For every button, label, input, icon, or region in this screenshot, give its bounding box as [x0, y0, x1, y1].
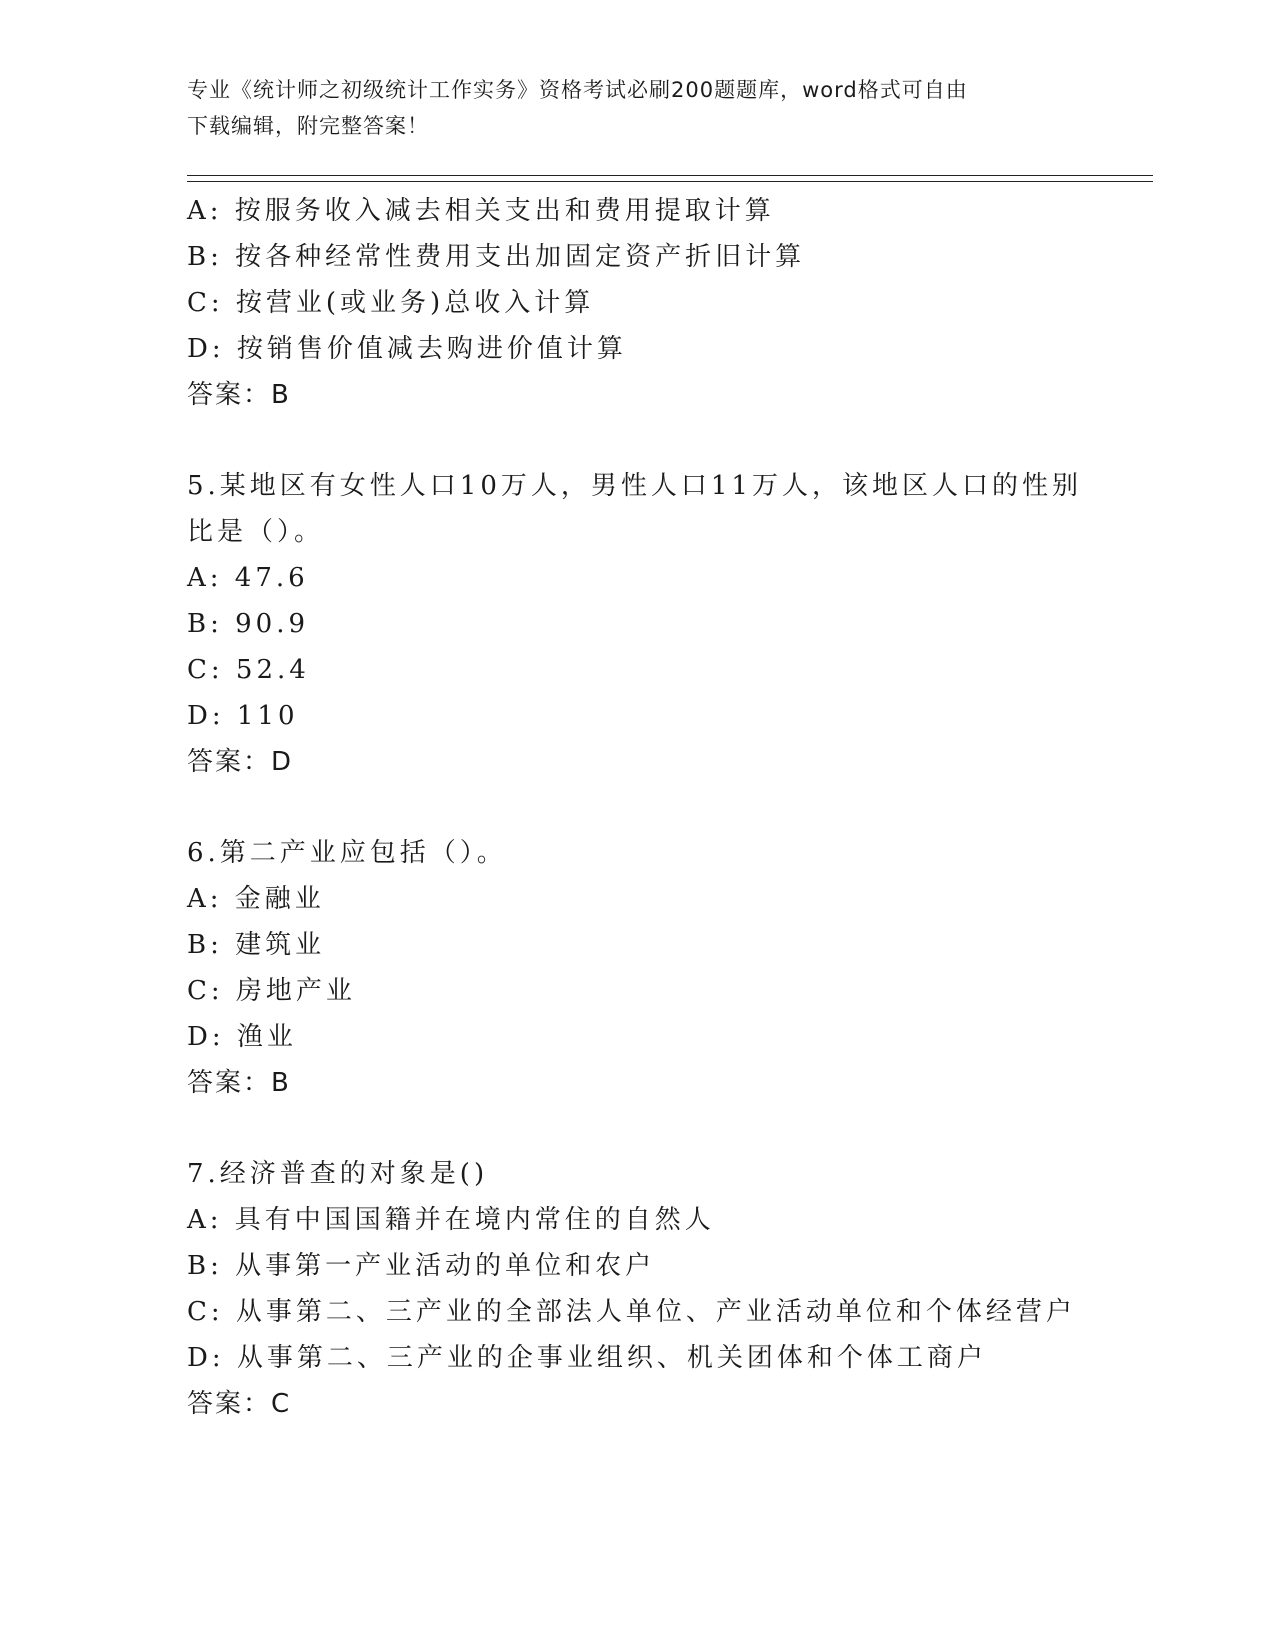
question-stem: 7.经济普查的对象是() [187, 1159, 489, 1189]
answer-label: 答案：C [187, 1389, 292, 1419]
option-c: C: 52.4 [187, 655, 310, 685]
option-a: A: 47.6 [187, 563, 309, 593]
answer-label: 答案：B [187, 1068, 291, 1098]
spacer [187, 1106, 1087, 1151]
question-7 [187, 1151, 1087, 1427]
spacer [187, 418, 1087, 463]
option-d: D: 110 [187, 701, 299, 731]
answer-label: 答案：D [187, 747, 294, 777]
question-stem-line-1: 5.某地区有女性人口10万人，男性人口11万人，该地区人口的性别 [187, 471, 1082, 501]
header-line-2: 下载编辑，附完整答案！ [187, 114, 429, 138]
question-6 [187, 830, 1087, 1106]
spacer [187, 785, 1087, 830]
header-line-1: 专业《统计师之初级统计工作实务》资格考试必刷200题题库，word格式可自由 [187, 78, 968, 102]
header-rule-bottom [187, 181, 1153, 182]
option-b: B: 按各种经常性费用支出加固定资产折旧计算 [187, 242, 806, 272]
question-5 [187, 463, 1087, 785]
document-header [187, 72, 1067, 144]
option-b: B: 建筑业 [187, 930, 326, 960]
header-rule-top [187, 175, 1153, 176]
option-c: C: 从事第二、三产业的全部法人单位、产业活动单位和个体经营户 [187, 1297, 1076, 1327]
option-d: D: 渔业 [187, 1022, 297, 1052]
option-c: C: 房地产业 [187, 976, 356, 1006]
question-stem: 6.第二产业应包括（）。 [187, 838, 507, 868]
option-c: C: 按营业(或业务)总收入计算 [187, 288, 595, 318]
option-a: A: 按服务收入减去相关支出和费用提取计算 [187, 196, 775, 226]
option-b: B: 90.9 [187, 609, 310, 639]
question-list [187, 188, 1087, 1427]
option-d: D: 按销售价值减去购进价值计算 [187, 334, 627, 364]
question-4 [187, 188, 1087, 418]
option-a: A: 具有中国国籍并在境内常住的自然人 [187, 1205, 715, 1235]
answer-label: 答案：B [187, 380, 291, 410]
option-a: A: 金融业 [187, 884, 325, 914]
option-d: D: 从事第二、三产业的企事业组织、机关团体和个体工商户 [187, 1343, 987, 1373]
option-b: B: 从事第一产业活动的单位和农户 [187, 1251, 656, 1281]
question-stem-line-2: 比是（）。 [187, 517, 325, 547]
